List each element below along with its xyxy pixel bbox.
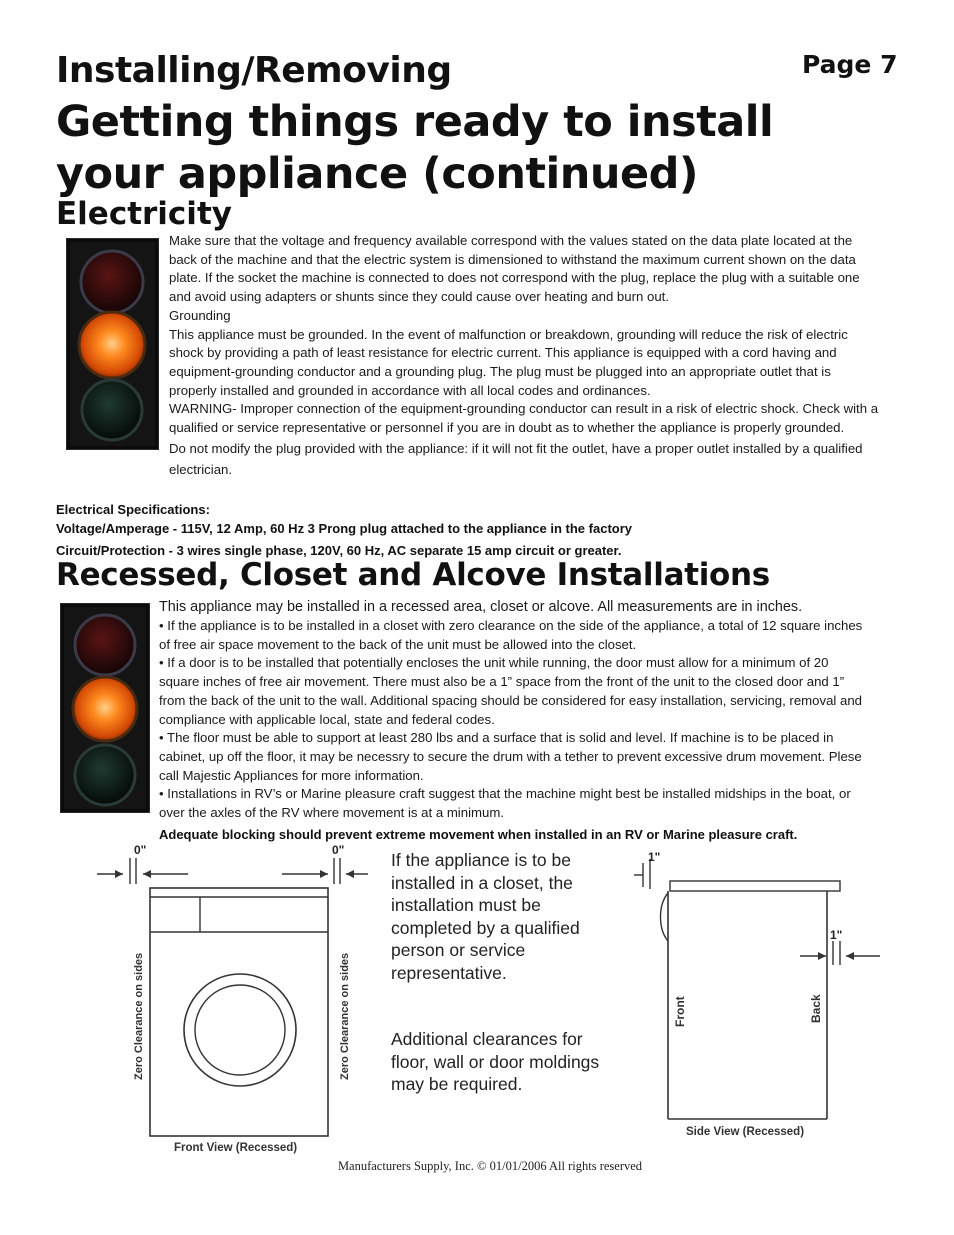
top-clearance-label: 1" [648,850,661,864]
recessed-bullet: • If the appliance is to be installed in a closet with zero clearance on the side of the appliance, a total of 12 square inches of free air space movement to the back of the unit must be allowed into the closet. [159,618,863,652]
specs-voltage: Voltage/Amperage - 115V, 12 Amp, 60 Hz 3 Prong plug attached to the appliance in the factory [56,520,632,536]
recessed-bullet: • Installations in RV’s or Marine pleasure craft suggest that the machine might best be installed midships in the boat, or over the axles of the RV where movement is at a minimum. [159,786,851,821]
recessed-heading: Recessed, Closet and Alcove Installations [56,557,770,593]
page-title [56,96,916,200]
right-clearance-label: 0" [332,843,345,857]
recessed-bullet: • If a door is to be installed that potentially encloses the unit while running, the door must allow for a minimum of 20 square inches of free air movement. There must also be a 1” space from the front of the unit to the closed door and 1” from the back of the unit to the wall. Additional spacing should be considered for easy installation, servicing, removal and compliance with applicable local, state and federal codes. [159,655,862,727]
front-view-caption: Front View (Recessed) [174,1142,298,1154]
left-side-label: Zero Clearance on sides [133,952,145,1080]
recessed-bullet: • The floor must be able to support at least 280 lbs and a surface that is solid and level. If machine is to be placed in cabinet, up off the floor, it may be necessry to secure the drum with a tether to prevent excessive drum movement. Plese call Majestic Appliances for more information. [159,730,862,783]
left-clearance-label: 0" [134,843,147,857]
recessed-intro: This appliance may be installed in a recessed area, closet or alcove. All measurements are in inches. [159,599,803,615]
washer-front-outline [150,888,328,1136]
door-bulge [661,893,669,941]
warning-paragraph: WARNING- Improper connection of the equipment-grounding conductor can result in a risk of electric shock. Check with a qualified or service representative or personnel if you are in doubt as to whether the appliance is properly grounded. [169,401,879,436]
door-inner-ring [195,985,285,1075]
side-view-diagram [630,845,890,1145]
door-outer-ring [184,974,296,1086]
grounding-label: Grounding [169,307,231,323]
page-number: Page 7 [802,50,898,79]
section-title: Installing/Removing [56,50,452,91]
specs-label: Electrical Specifications: [56,502,210,517]
traffic-light-image [66,238,159,450]
footer-copyright: Manufacturers Supply, Inc. © 01/01/2006 All rights reserved [337,1159,643,1173]
page-title-line2: your appliance (continued) [56,149,699,199]
clearance-note-text: Additional clearances for floor, wall or door moldings may be required. [391,1029,600,1094]
back-clearance-label: 1" [830,928,843,942]
specs-circuit: Circuit/Protection - 3 wires single phase, 120V, 60 Hz, AC separate 15 amp circuit or greater. [56,543,622,558]
closet-note-text: If the appliance is to be installed in a closet, the installation must be completed by a qualified person or service representative. [391,850,580,983]
front-view-diagram [90,840,380,1160]
electricity-paragraph: This appliance must be grounded. In the event of malfunction or breakdown, grounding will reduce the risk of electric shock by providing a path of least resistance for electric current. This appliance is equipped with a cord having and equipment-grounding conductor and a grounding plug. The plug must be plugged into an appropriate outlet that is properly installed and grounded in accordance with all local codes and ordinances. [169,326,848,398]
electrical-specifications [56,501,916,561]
closet-note [391,849,621,1140]
right-side-label: Zero Clearance on sides [339,952,351,1080]
electricity-heading: Electricity [56,196,232,232]
counter-top [670,881,840,891]
electricity-paragraph: Do not modify the plug provided with the appliance: if it will not fit the outlet, have a proper outlet installed by a qualified electrician. [169,440,863,477]
page-title-line1: Getting things ready to install [56,97,774,147]
front-label: Front [673,996,687,1027]
back-label: Back [809,994,823,1023]
electricity-text [169,232,881,480]
recessed-text [159,598,871,823]
traffic-light-image [60,603,150,813]
side-view-caption: Side View (Recessed) [686,1126,805,1138]
blocking-note: Adequate blocking should prevent extreme movement when installed in an RV or Marine pleasure craft. [159,827,798,842]
electricity-paragraph: Make sure that the voltage and frequency available correspond with the values stated on the data plate located at the back of the machine and that the electric system is dimensioned to withstand the maximum current shown on the data plate. If the socket the machine is connected to does not correspond with the plug, replace the plug with a suitable one and avoid using adapters or shunts since they could cause over heating and burn out. [169,233,860,305]
